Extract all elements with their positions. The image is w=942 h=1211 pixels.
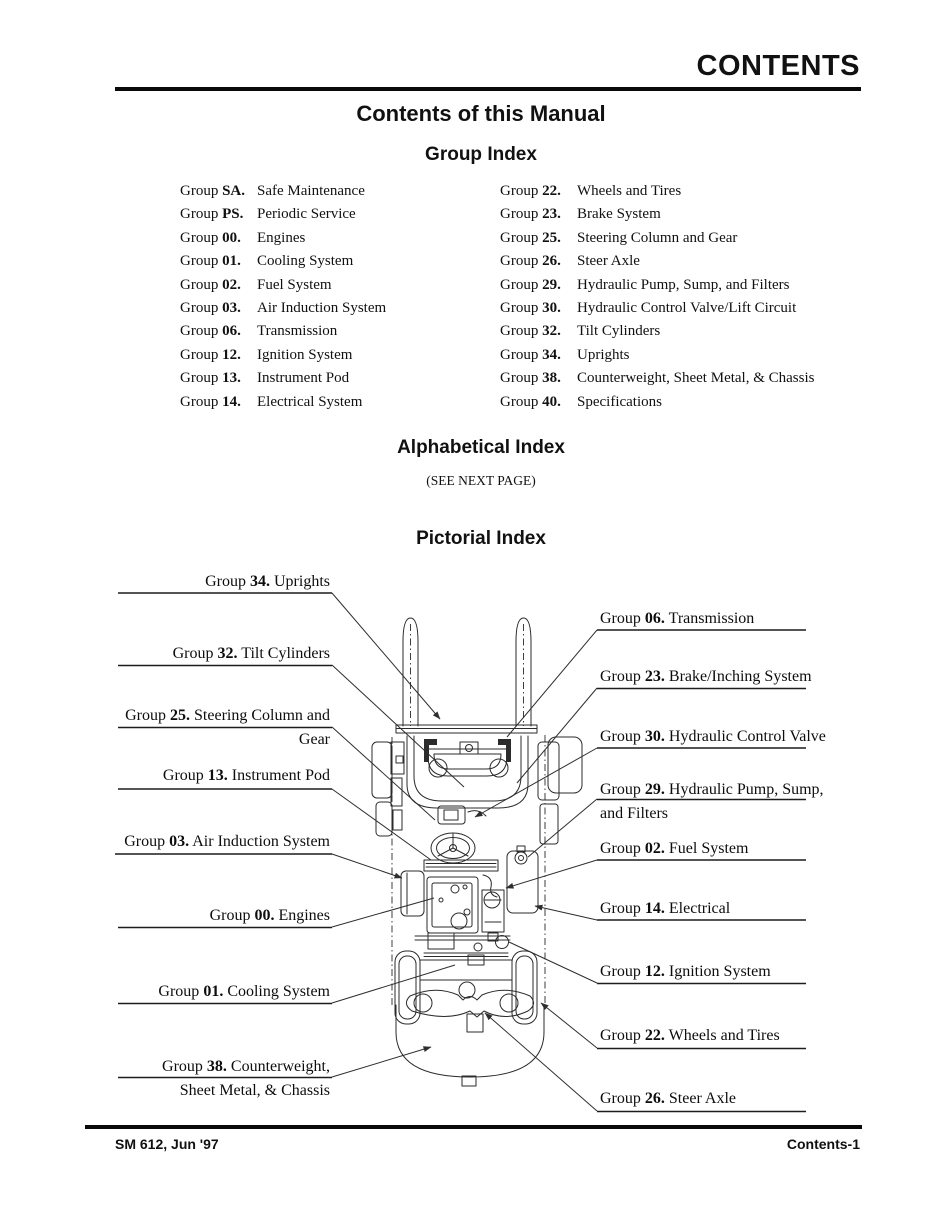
- footer-doc-id: SM 612, Jun '97: [115, 1136, 219, 1152]
- group-index-right-column: [500, 180, 814, 414]
- pictorial-label-counterweight: Group 38. Counterweight, Sheet Metal, & Chassis: [162, 1058, 330, 1099]
- pictorial-label-wheels-tires: Group 22. Wheels and Tires: [600, 1027, 780, 1044]
- group-index-row: [180, 203, 386, 226]
- pictorial-label-ignition-system: Group 12. Ignition System: [600, 963, 771, 980]
- group-index-row: [500, 367, 814, 390]
- group-desc: Hydraulic Pump, Sump, and Filters: [577, 276, 790, 293]
- group-index-row: [500, 320, 814, 343]
- group-index-row: [180, 391, 386, 414]
- page-header-title: CONTENTS: [696, 50, 860, 82]
- group-desc: Hydraulic Control Valve/Lift Circuit: [577, 300, 797, 317]
- group-number: 40.: [542, 393, 561, 410]
- group-number: 26.: [542, 253, 561, 270]
- main-title: Contents of this Manual: [356, 101, 606, 126]
- group-number: 02.: [222, 276, 241, 293]
- group-index-row: [500, 391, 814, 414]
- group-word: Group: [180, 323, 219, 340]
- group-word: Group: [500, 206, 539, 223]
- group-index-row: [500, 180, 814, 203]
- group-number: 22.: [542, 183, 561, 199]
- group-number: PS.: [222, 206, 244, 223]
- group-number: 29.: [542, 276, 561, 293]
- pictorial-label-steering-column: Group 25. Steering Column and Gear: [125, 707, 330, 748]
- group-desc: Steering Column and Gear: [577, 229, 738, 246]
- group-word: Group: [500, 346, 539, 363]
- pictorial-label-hydraulic-control-valve: Group 30. Hydraulic Control Valve: [600, 728, 826, 745]
- group-number: 32.: [542, 323, 561, 340]
- group-number: 00.: [222, 229, 241, 246]
- group-number: 12.: [222, 346, 241, 363]
- group-word: Group: [500, 300, 539, 317]
- group-desc: Instrument Pod: [257, 370, 350, 387]
- alphabetical-index-heading: Alphabetical Index: [397, 437, 565, 458]
- group-number: 25.: [542, 229, 561, 246]
- group-word: Group: [180, 229, 219, 246]
- group-number: SA.: [222, 183, 246, 199]
- group-index-row: [500, 227, 814, 250]
- group-number: 30.: [542, 300, 561, 317]
- group-desc: Transmission: [257, 323, 338, 340]
- group-desc: Uprights: [577, 346, 630, 363]
- group-word: Group: [180, 393, 219, 410]
- group-word: Group: [180, 276, 219, 293]
- group-word: Group: [180, 346, 219, 363]
- group-desc: Steer Axle: [577, 253, 640, 270]
- group-word: Group: [500, 393, 539, 410]
- group-index-row: [180, 297, 386, 320]
- group-word: Group: [180, 370, 219, 387]
- group-desc: Counterweight, Sheet Metal, & Chassis: [577, 370, 815, 387]
- group-word: Group: [500, 276, 539, 293]
- pictorial-label-electrical: Group 14. Electrical: [600, 900, 731, 917]
- footer-page-number: Contents-1: [786, 1136, 860, 1152]
- group-desc: Air Induction System: [257, 300, 387, 317]
- pictorial-label-brake-inching: Group 23. Brake/Inching System: [600, 668, 812, 685]
- group-number: 34.: [542, 346, 561, 363]
- group-index-row: [500, 274, 814, 297]
- group-index-row: [180, 320, 386, 343]
- group-desc: Electrical System: [257, 393, 363, 410]
- group-index-row: [500, 203, 814, 226]
- group-index-heading: Group Index: [425, 144, 537, 165]
- group-index-row: [180, 180, 386, 203]
- group-word: Group: [500, 183, 539, 199]
- group-number: 14.: [222, 393, 241, 410]
- group-desc: Engines: [257, 229, 306, 246]
- group-word: Group: [500, 370, 539, 387]
- group-word: Group: [180, 253, 219, 270]
- forklift-top-view-drawing: [372, 618, 582, 1086]
- group-number: 38.: [542, 370, 561, 387]
- group-word: Group: [180, 300, 219, 317]
- group-desc: Fuel System: [257, 276, 332, 293]
- pictorial-label-instrument-pod: Group 13. Instrument Pod: [162, 767, 330, 784]
- group-desc: Ignition System: [257, 346, 353, 363]
- group-index-row: [500, 250, 814, 273]
- pictorial-label-engines: Group 00. Engines: [209, 907, 330, 924]
- group-word: Group: [180, 206, 219, 223]
- group-number: 23.: [542, 206, 561, 223]
- footer-rule: [85, 1125, 862, 1129]
- group-desc: Safe Maintenance: [257, 183, 365, 199]
- group-desc: Specifications: [577, 393, 662, 410]
- pictorial-label-transmission: Group 06. Transmission: [600, 610, 755, 627]
- group-index-row: [500, 344, 814, 367]
- group-desc: Periodic Service: [257, 206, 356, 223]
- group-index-left-column: [180, 180, 386, 414]
- group-desc: Wheels and Tires: [577, 183, 682, 199]
- group-index-row: [180, 367, 386, 390]
- pictorial-label-steer-axle: Group 26. Steer Axle: [600, 1090, 736, 1107]
- group-desc: Brake System: [577, 206, 661, 223]
- group-number: 03.: [222, 300, 241, 317]
- group-index-row: [180, 344, 386, 367]
- group-index-row: [180, 274, 386, 297]
- group-index-row: [180, 227, 386, 250]
- pictorial-label-cooling-system: Group 01. Cooling System: [158, 983, 330, 1000]
- pictorial-label-fuel-system: Group 02. Fuel System: [600, 840, 749, 857]
- group-number: 13.: [222, 370, 241, 387]
- header-rule: [115, 87, 861, 91]
- group-index-row: [500, 297, 814, 320]
- pictorial-label-tilt-cylinders: Group 32. Tilt Cylinders: [172, 645, 330, 662]
- group-word: Group: [500, 323, 539, 340]
- leader-lines: [332, 593, 597, 1111]
- group-word: Group: [180, 183, 219, 199]
- group-word: Group: [500, 253, 539, 270]
- group-desc: Tilt Cylinders: [577, 323, 661, 340]
- alphabetical-index-note: (SEE NEXT PAGE): [426, 473, 536, 488]
- group-number: 01.: [222, 253, 241, 270]
- pictorial-label-air-induction: Group 03. Air Induction System: [124, 833, 330, 850]
- pictorial-label-uprights: Group 34. Uprights: [205, 573, 330, 590]
- pictorial-index-heading: Pictorial Index: [416, 528, 546, 549]
- group-index-row: [180, 250, 386, 273]
- pictorial-label-hydraulic-pump: Group 29. Hydraulic Pump, Sump, and Filters: [600, 781, 824, 822]
- group-number: 06.: [222, 323, 241, 340]
- group-desc: Cooling System: [257, 253, 354, 270]
- group-word: Group: [500, 229, 539, 246]
